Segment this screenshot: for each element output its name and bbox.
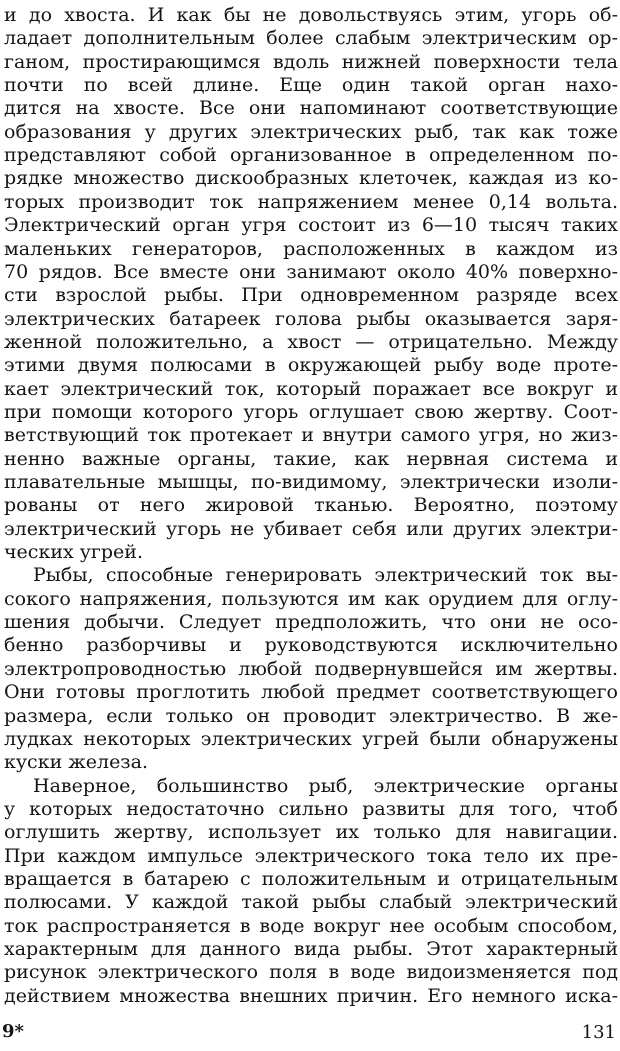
text-line: и до хвоста. И как бы не довольствуясь этим, угорь об- [4,4,618,26]
text-line: рядке множество дискообразных клеточек, каждая из ко- [4,167,618,190]
text-line: шения добычи. Следует предположить, что они не осо- [4,611,618,634]
signature-mark: 9* [2,1021,24,1042]
text-line: бенно разборчивы и руководствуются исключительно [4,634,618,657]
text-line: сти взрослой рыбы. При одновременном разряде всех [4,284,618,307]
text-line: Электрический орган угря состоит из 6—10 тысяч таких [4,214,618,237]
text-line: электрических батареек голова рыбы оказывается заря- [4,307,618,330]
text-line: оглушить жертву, использует их только для навигации. [4,821,618,844]
text-line: ческих угрей. [4,541,143,564]
text-line: сокого напряжения, пользуются им как орудием для оглу- [4,587,618,610]
text-line: полюсами. У каждой такой рыбы слабый электрический [4,891,618,914]
text-line: женной положительно, а хвост — отрицательно. Между [4,330,618,353]
text-line: ток распространяется в воде вокруг нее особым способом, [4,914,618,937]
text-line: торых производит ток напряжением менее 0,14 вольта. [4,190,618,213]
text-line: при помощи которого угорь оглушает свою жертву. Соот- [4,400,618,423]
text-line: При каждом импульсе электрического тока тело их пре- [4,844,618,867]
text-line: этими двумя полюсами в окружающей рыбу воде проте- [4,354,618,377]
text-line: размера, если только он проводит электричество. В же- [4,704,618,727]
text-line: ганом, простирающимся вдоль нижней поверхности тела [4,50,618,73]
text-line: лудках некоторых электрических угрей были обнаружены [4,727,618,750]
text-line: маленьких генераторов, расположенных в каждом из [4,237,618,260]
text-line: электропроводностью любой подвернувшейся им жертвы. [4,657,618,680]
page-number: 131 [581,1022,616,1043]
text-line: куски железа. [4,751,149,774]
text-line: рисунок электрического поля в воде видоизменяется под [4,961,618,984]
text-line: Рыбы, способные генерировать электрический ток вы- [33,564,618,587]
text-line: вращается в батарею с положительным и отрицательным [4,867,618,890]
text-line: образования у других электрических рыб, так как тоже [4,120,618,143]
text-line: действием множества внешних причин. Его немного иска- [4,984,618,1007]
text-line: почти по всей длине. Еще один такой орган нахо- [4,74,618,97]
text-line: 70 рядов. Все вместе они занимают около 40% поверхно- [4,260,618,283]
text-line: плавательные мышцы, по-видимому, электрически изоли- [4,471,618,493]
text-line: электрический угорь не убивает себя или других электри- [4,517,618,540]
text-line: Они готовы проглотить любой предмет соответствующего [4,681,618,704]
text-line: кает электрический ток, который поражает все вокруг и [4,377,618,400]
text-line: Наверное, большинство рыб, электрические органы [33,774,618,797]
text-line: представляют собой организованное в определенном по- [4,144,618,167]
text-line: ладает дополнительным более слабым электрическим ор- [4,27,618,50]
text-line: ветствующий ток протекает и внутри самого угря, но жиз- [4,424,618,447]
text-line: дится на хвосте. Все они напоминают соответствующие [4,97,618,120]
text-line: ненно важные органы, такие, как нервная система и [4,447,618,470]
text-line: рованы от него жировой тканью. Вероятно, поэтому [4,494,618,517]
text-line: у которых недостаточно сильно развиты для того, чтоб [4,797,618,820]
text-line: характерным для данного вида рыбы. Этот характерный [4,938,618,960]
